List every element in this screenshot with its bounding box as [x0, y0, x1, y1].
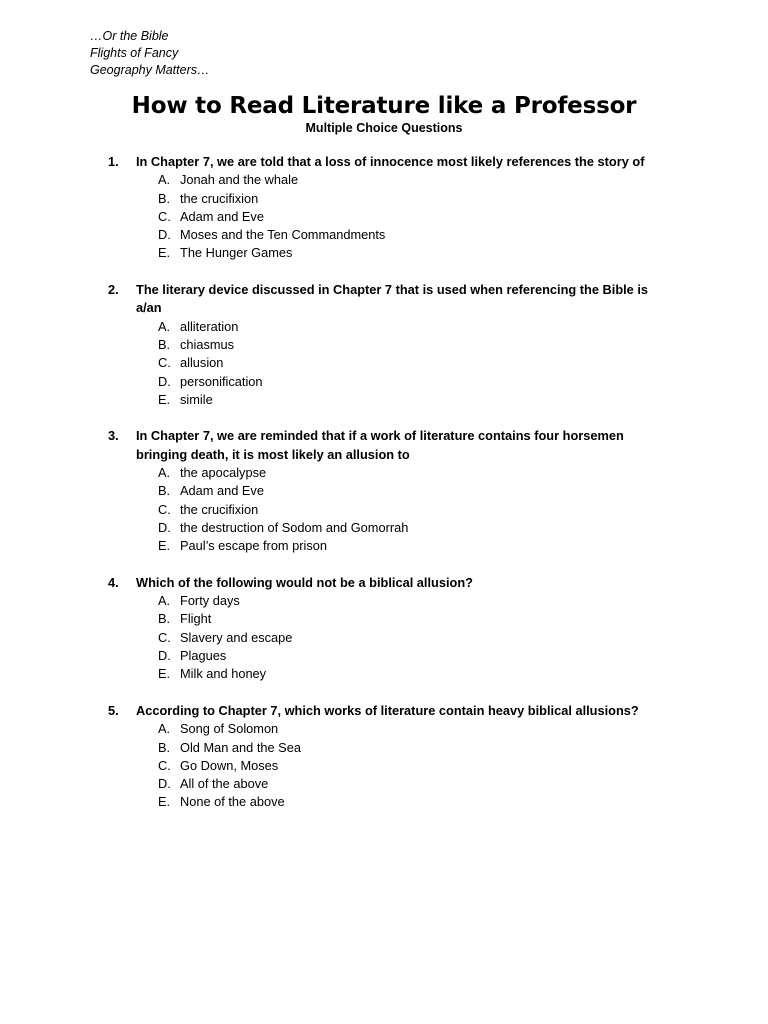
option-text: Flight	[180, 611, 212, 627]
question-number: 2.	[108, 282, 119, 298]
option-letter: A.	[158, 593, 171, 609]
question-number: 5.	[108, 702, 119, 718]
option-letter: E.	[158, 245, 171, 261]
answer-option	[158, 336, 668, 354]
question-3	[108, 427, 668, 555]
option-letter: A.	[158, 465, 171, 481]
option-text: None of the above	[180, 794, 285, 810]
question-text: Which of the following would not be a biblical allusion?	[136, 574, 473, 590]
option-letter: C.	[158, 629, 171, 645]
option-text: Plagues	[180, 648, 227, 664]
option-text: Forty days	[180, 593, 240, 609]
option-text: Moses and the Ten Commandments	[180, 227, 386, 243]
answer-option	[158, 592, 668, 610]
option-letter: C.	[158, 757, 171, 773]
answer-option	[158, 610, 668, 628]
option-letter: A.	[158, 721, 171, 737]
question-text: In Chapter 7, we are told that a loss of innocence most likely references the story of	[136, 154, 645, 169]
option-letter: D.	[158, 519, 171, 535]
answer-option	[158, 190, 668, 208]
question-text: In Chapter 7, we are reminded that if a work of literature contains four horsemen bringing death, it is most likely an allusion to	[136, 428, 624, 462]
answer-options	[158, 720, 668, 811]
option-letter: D.	[158, 227, 171, 243]
option-text: the crucifixion	[180, 190, 259, 206]
question-number: 4.	[108, 574, 119, 590]
chapter-heading: …Or the Bible	[90, 29, 169, 43]
option-letter: E.	[158, 391, 171, 407]
answer-option	[158, 244, 668, 262]
option-text: the apocalypse	[180, 465, 267, 481]
option-text: personification	[180, 373, 263, 389]
question-stem	[108, 702, 668, 720]
option-text: Slavery and escape	[180, 629, 293, 645]
option-letter: C.	[158, 355, 171, 371]
question-number: 3.	[108, 428, 119, 444]
question-4	[108, 574, 668, 684]
option-text: Jonah and the whale	[180, 172, 299, 188]
option-letter: B.	[158, 336, 171, 352]
question-stem	[108, 281, 668, 318]
option-letter: D.	[158, 373, 171, 389]
option-letter: E.	[158, 794, 171, 810]
answer-option	[158, 629, 668, 647]
answer-option	[158, 647, 668, 665]
option-letter: E.	[158, 666, 171, 682]
answer-option	[158, 171, 668, 189]
answer-option	[158, 373, 668, 391]
question-stem	[108, 427, 668, 464]
option-text: Adam and Eve	[180, 483, 264, 499]
option-letter: B.	[158, 739, 171, 755]
option-text: Old Man and the Sea	[180, 739, 301, 755]
answer-option	[158, 739, 668, 757]
option-text: Go Down, Moses	[180, 757, 279, 773]
option-text: Song of Solomon	[180, 721, 279, 737]
answer-options	[158, 592, 668, 683]
option-text: The Hunger Games	[180, 245, 293, 261]
answer-option	[158, 775, 668, 793]
answer-option	[158, 793, 668, 811]
option-text: the destruction of Sodom and Gomorrah	[180, 519, 409, 535]
chapter-list	[90, 28, 210, 79]
answer-option	[158, 501, 668, 519]
option-text: simile	[180, 391, 213, 407]
answer-option	[158, 665, 668, 683]
answer-option	[158, 318, 668, 336]
answer-option	[158, 757, 668, 775]
answer-option	[158, 519, 668, 537]
option-text: chiasmus	[180, 336, 235, 352]
option-letter: A.	[158, 318, 171, 334]
option-letter: E.	[158, 538, 171, 554]
answer-options	[158, 464, 668, 555]
option-letter: B.	[158, 611, 171, 627]
option-text: All of the above	[180, 776, 269, 792]
option-text: Paul’s escape from prison	[180, 538, 328, 554]
option-letter: B.	[158, 483, 171, 499]
answer-option	[158, 537, 668, 555]
answer-option	[158, 226, 668, 244]
option-letter: D.	[158, 648, 171, 664]
answer-option	[158, 720, 668, 738]
chapter-heading: Geography Matters…	[90, 63, 210, 77]
chapter-heading: Flights of Fancy	[90, 46, 179, 60]
answer-options	[158, 171, 668, 262]
option-text: alliteration	[180, 318, 239, 334]
question-stem	[108, 574, 668, 592]
option-letter: C.	[158, 501, 171, 517]
answer-option	[158, 354, 668, 372]
option-letter: B.	[158, 190, 171, 206]
option-text: allusion	[180, 355, 224, 371]
option-text: Adam and Eve	[180, 208, 264, 224]
question-text: The literary device discussed in Chapter 7 that is used when referencing the Bible is a/an	[136, 282, 649, 316]
option-letter: D.	[158, 776, 171, 792]
answer-options	[158, 318, 668, 409]
answer-option	[158, 482, 668, 500]
question-5	[108, 702, 668, 812]
option-text: the crucifixion	[180, 501, 259, 517]
option-text: Milk and honey	[180, 666, 267, 682]
question-1	[108, 153, 668, 263]
answer-option	[158, 464, 668, 482]
question-text: According to Chapter 7, which works of literature contain heavy biblical allusions?	[136, 702, 639, 718]
answer-option	[158, 208, 668, 226]
page-title: How to Read Literature like a Professor	[131, 93, 637, 119]
page-subtitle: Multiple Choice Questions	[305, 121, 463, 135]
question-list	[108, 153, 668, 830]
answer-option	[158, 391, 668, 409]
question-number: 1.	[108, 154, 119, 169]
option-letter: A.	[158, 172, 171, 188]
question-2	[108, 281, 668, 409]
question-stem	[108, 153, 668, 171]
option-letter: C.	[158, 208, 171, 224]
